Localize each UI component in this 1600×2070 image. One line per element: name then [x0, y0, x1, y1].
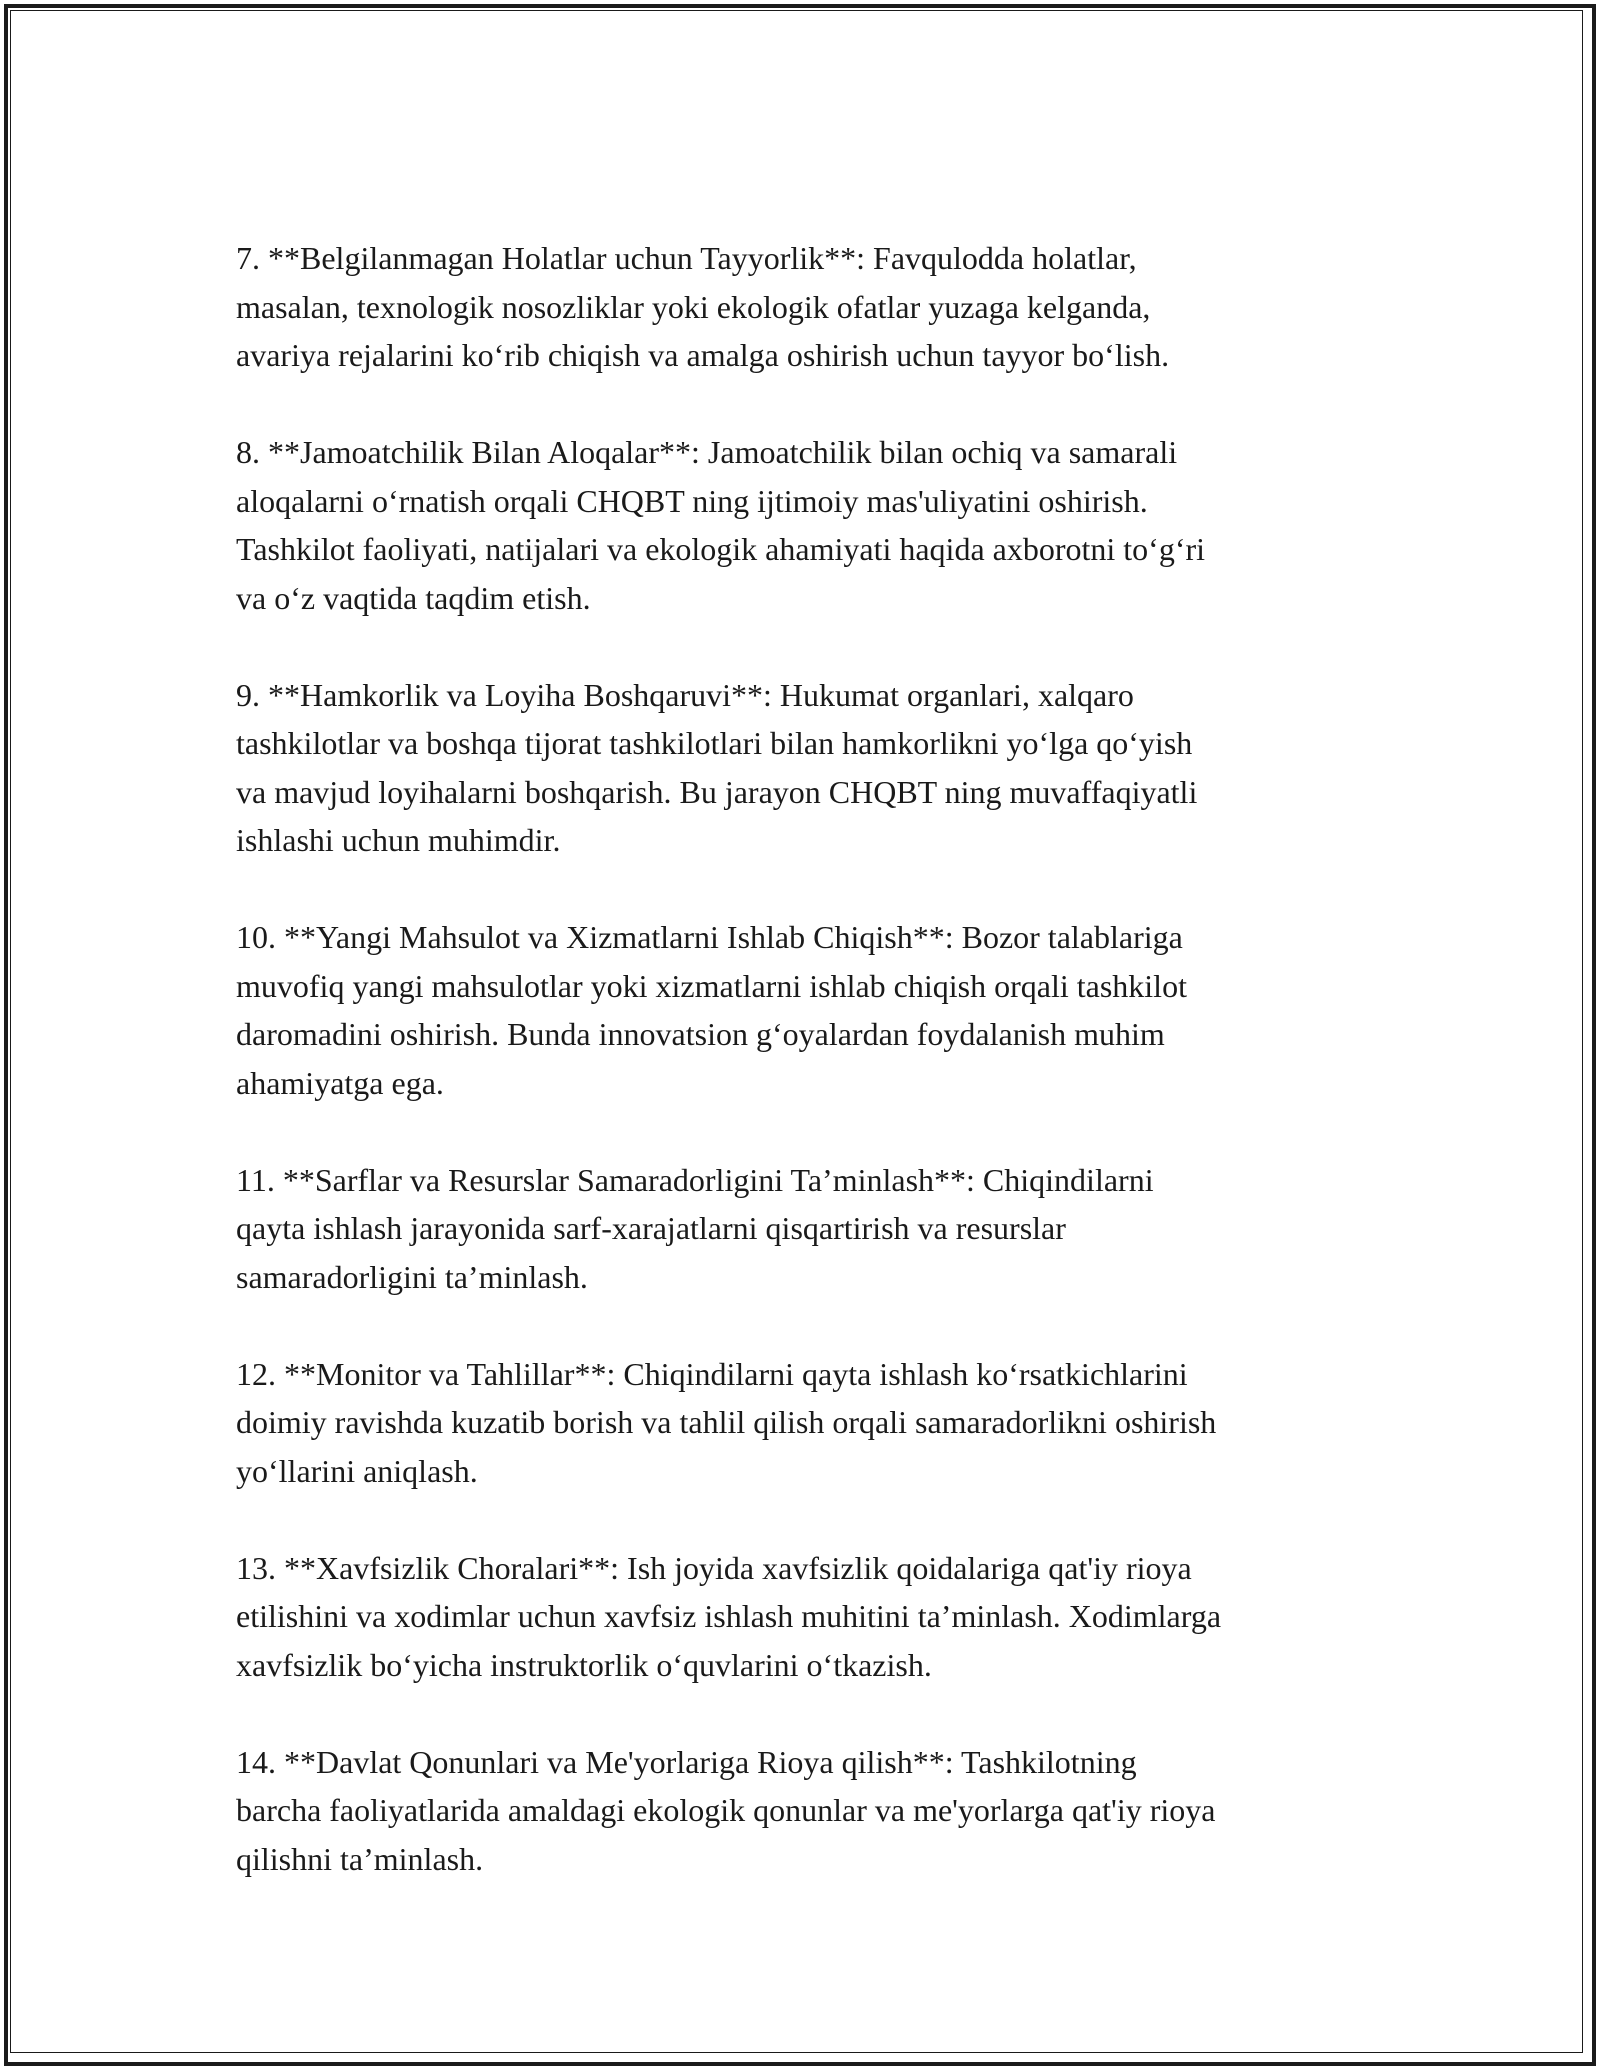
- item-line: avariya rejalarini koʻrib chiqish va amalga oshirish uchun tayyor boʻlish.: [236, 337, 1170, 373]
- list-item-12: [236, 1350, 1376, 1496]
- list-item-9: [236, 671, 1376, 865]
- list-item-10: [236, 913, 1376, 1107]
- item-line: daromadini oshirish. Bunda innovatsion gʻoyalardan foydalanish muhim: [236, 1016, 1165, 1052]
- item-line: yoʻllarini aniqlash.: [236, 1452, 478, 1489]
- list-item-8: [236, 428, 1376, 622]
- item-line: va oʻz vaqtida taqdim etish.: [236, 579, 591, 616]
- list-item-13: [236, 1544, 1376, 1690]
- list-item-14: [236, 1738, 1376, 1884]
- item-line: etilishini va xodimlar uchun xavfsiz ishlash muhitini ta’minlash. Xodimlarga: [236, 1598, 1222, 1634]
- item-line: samaradorligini ta’minlash.: [236, 1258, 588, 1295]
- item-line: 14. **Davlat Qonunlari va Me'yorlariga Rioya qilish**: Tashkilotning: [236, 1743, 1137, 1780]
- item-line: tashkilotlar va boshqa tijorat tashkilotlari bilan hamkorlikni yoʻlga qoʻyish: [236, 725, 1193, 761]
- item-line: muvofiq yangi mahsulotlar yoki xizmatlarni ishlab chiqish orqali tashkilot: [236, 967, 1187, 1004]
- item-line: Tashkilot faoliyati, natijalari va ekologik ahamiyati haqida axborotni toʻgʻri: [236, 531, 1206, 567]
- item-line: 8. **Jamoatchilik Bilan Aloqalar**: Jamoatchilik bilan ochiq va samarali: [236, 434, 1178, 470]
- list-item-11: [236, 1156, 1376, 1302]
- item-line: masalan, texnologik nosozliklar yoki ekologik ofatlar yuzaga kelganda,: [236, 288, 1151, 325]
- item-line: 12. **Monitor va Tahlillar**: Chiqindilarni qayta ishlash koʻrsatkichlarini: [236, 1355, 1188, 1392]
- item-line: ishlashi uchun muhimdir.: [236, 822, 561, 858]
- item-line: 7. **Belgilanmagan Holatlar uchun Tayyorlik**: Favqulodda holatlar,: [236, 240, 1137, 276]
- list-item-7: [236, 234, 1376, 380]
- item-line: aloqalarni oʻrnatish orqali CHQBT ning ijtimoiy mas'uliyatini oshirish.: [236, 482, 1148, 519]
- item-line: 10. **Yangi Mahsulot va Xizmatlarni Ishlab Chiqish**: Bozor talablariga: [236, 919, 1183, 955]
- item-line: doimiy ravishda kuzatib borish va tahlil qilish orqali samaradorlikni oshirish: [236, 1404, 1217, 1440]
- item-line: xavfsizlik boʻyicha instruktorlik oʻquvlarini oʻtkazish.: [236, 1646, 932, 1683]
- item-line: 13. **Xavfsizlik Choralari**: Ish joyida xavfsizlik qoidalariga qat'iy rioya: [236, 1549, 1192, 1586]
- document-body: [236, 234, 1376, 1883]
- item-line: 11. **Sarflar va Resurslar Samaradorligini Ta’minlash**: Chiqindilarni: [236, 1161, 1154, 1198]
- item-line: barcha faoliyatlarida amaldagi ekologik qonunlar va me'yorlarga qat'iy rioya: [236, 1792, 1216, 1828]
- item-line: ahamiyatga ega.: [236, 1064, 444, 1101]
- item-line: va mavjud loyihalarni boshqarish. Bu jarayon CHQBT ning muvaffaqiyatli: [236, 773, 1198, 810]
- item-line: qayta ishlash jarayonida sarf-xarajatlarni qisqartirish va resurslar: [236, 1210, 1066, 1246]
- item-line: 9. **Hamkorlik va Loyiha Boshqaruvi**: Hukumat organlari, xalqaro: [236, 676, 1134, 713]
- item-line: qilishni ta’minlash.: [236, 1840, 484, 1877]
